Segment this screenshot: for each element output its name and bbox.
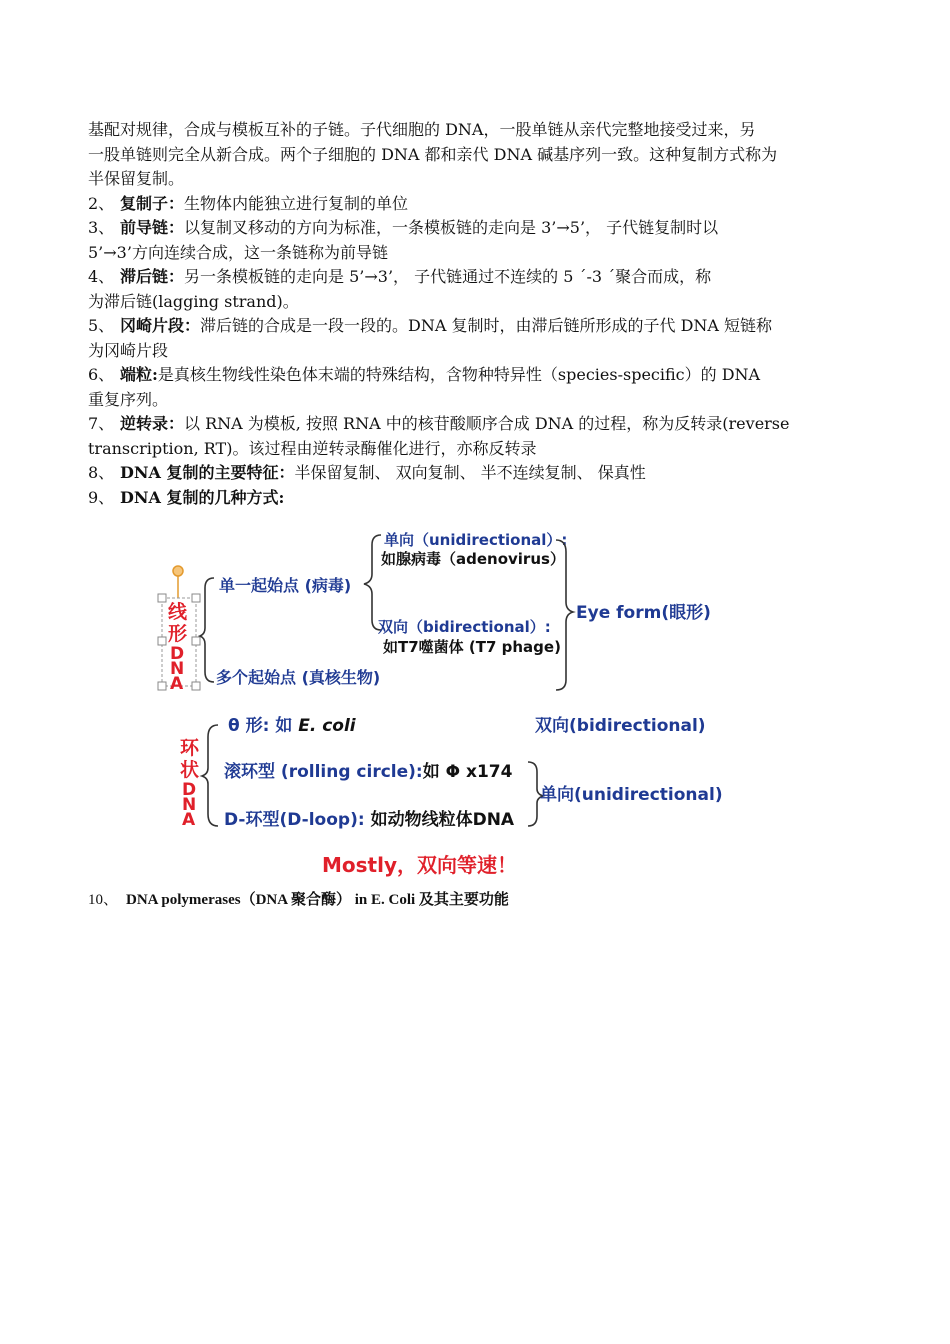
linear-dna-char: D (170, 644, 185, 664)
item-5-cont: 为冈崎片段 (88, 340, 169, 360)
mostly-note: Mostly，双向等速！ (322, 853, 517, 877)
linear-dna-char: 形 (168, 623, 188, 645)
linear-dna-char: A (170, 674, 184, 694)
item-7-cont: transcription, RT)。该过程由逆转录酶催化进行，亦称反转录 (88, 438, 537, 458)
item-6: 6、 端粒:是真核生物线性染色体末端的特殊结构，含物种特异性（species-specific）的 DNA (88, 365, 761, 384)
unidirectional-label: 单向(unidirectional) (540, 785, 723, 805)
eye-form-label: Eye form(眼形) (576, 603, 711, 623)
item-9: 9、 DNA 复制的几种方式: (88, 487, 285, 507)
item-4-cont: 为滞后链(lagging strand)。 (88, 291, 299, 311)
item-2: 2、 复制子：生物体内能独立进行复制的单位 (88, 193, 409, 213)
bi-title: 双向（bidirectional）: (378, 618, 551, 636)
multi-origin-label: 多个起始点 (真核生物) (216, 668, 381, 687)
intro-line: 基配对规律，合成与模板互补的子链。子代细胞的 DNA，一股单链从亲代完整地接受过来，另 (88, 120, 756, 139)
circular-dna-char: 环 (180, 737, 200, 759)
bidirectional-label: 双向(bidirectional) (535, 716, 706, 736)
uni-title: 单向（unidirectional）: (384, 531, 568, 549)
item-8: 8、 DNA 复制的主要特征：半保留复制、 双向复制、 半不连续复制、 保真性 (88, 463, 646, 482)
rolling-circle: 滚环型 (rolling circle):如 Φ x174 (224, 762, 513, 782)
intro-line: 一股单链则完全从新合成。两个子细胞的 DNA 都和亲代 DNA 碱基序列一致。这种复制方式称为 (88, 144, 778, 164)
d-loop: D-环型(D-loop): 如动物线粒体DNA (224, 810, 515, 830)
circular-brace (202, 725, 218, 826)
footer-text: DNA polymerases（DNA 聚合酶） in E. Coli 及其主要功能 (126, 892, 509, 908)
circular-dna-char: D (182, 780, 197, 800)
theta-form: θ 形: 如 E. coli (228, 716, 356, 736)
item-3: 3、 前导链：以复制叉移动的方向为标准，一条模板链的走向是 3’→5’， 子代链复制时以 (88, 218, 719, 237)
item-4: 4、 滞后链：另一条模板链的走向是 5’→3’， 子代链通过不连续的 5 ´-3 ´聚合而成，称 (88, 267, 712, 286)
footer-item-10 (88, 888, 509, 909)
item-5: 5、 冈崎片段：滞后链的合成是一段一段的。DNA 复制时，由滞后链所形成的子代 DNA 短链称 (88, 316, 773, 335)
circular-dna-char: A (182, 810, 196, 830)
circular-dna-char: 状 (180, 759, 200, 781)
footer-num: 10、 (88, 892, 119, 908)
intro-line: 半保留复制。 (88, 169, 185, 188)
single-origin-brace (364, 535, 381, 630)
linear-dna-char: 线 (168, 601, 188, 623)
item-6-cont: 重复序列。 (88, 389, 169, 409)
item-3-cont: 5’→3’方向连续合成，这一条链称为前导链 (88, 242, 388, 262)
circular-dna-char: N (182, 795, 197, 815)
uni-example: 如腺病毒（adenovirus） (381, 550, 565, 568)
single-origin-label: 单一起始点 (病毒) (219, 576, 352, 595)
linear-brace (200, 578, 214, 682)
bi-example: 如T7噬菌体 (T7 phage) (383, 638, 561, 656)
linear-dna-char: N (170, 659, 185, 679)
item-7: 7、 逆转录：以 RNA 为模板, 按照 RNA 中的核苷酸顺序合成 DNA 的过程，称为反转录(reverse (88, 414, 790, 433)
